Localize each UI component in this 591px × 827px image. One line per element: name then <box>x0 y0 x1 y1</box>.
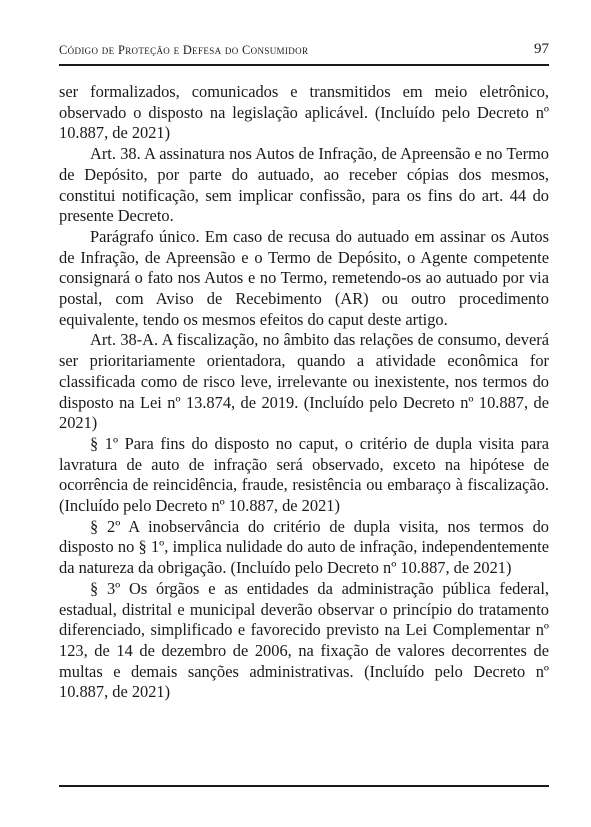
paragraph-art-38a: Art. 38-A. A fiscalização, no âmbito das relações de consumo, deverá ser prioritariamente orientadora, quando a atividade econômica for classificada como de risco leve, irrelevante ou inexistente, nos termos do disposto na Lei nº 13.874, de 2019. (Incluído pelo Decreto nº 10.887, de 2021) <box>59 330 549 433</box>
document-body <box>59 82 549 703</box>
paragraph-art-38-sole: Parágrafo único. Em caso de recusa do autuado em assinar os Autos de Infração, de Apreensão e o Termo de Depósito, o Agente competente consignará o fato nos Autos e no Termo, remetendo-os ao autuado por via postal, com Aviso de Recebimento (AR) ou outro procedimento equivalente, tendo os mesmos efeitos do caput deste artigo. <box>59 226 549 329</box>
page-header <box>59 41 549 63</box>
paragraph-art-38a-sec1: § 1º Para fins do disposto no caput, o critério de dupla visita para lavratura de auto de infração será observado, exceto na hipótese de ocorrência de reincidência, fraude, resistência ou embaraço à fiscalização. (Incluído pelo Decreto nº 10.887, de 2021) <box>59 433 549 516</box>
paragraph-art-38a-sec2: § 2º A inobservância do critério de dupla visita, nos termos do disposto no § 1º, implica nulidade do auto de infração, independentemente da natureza da obrigação. (Incluído pelo Decreto nº 10.887, de 2021) <box>59 516 549 578</box>
header-divider <box>59 64 549 66</box>
paragraph-art-38: Art. 38. A assinatura nos Autos de Infração, de Apreensão e no Termo de Depósito, por parte do autuado, ao receber cópias dos mesmos, constitui notificação, sem implicar confissão, para os fins do art. 44 do presente Decreto. <box>59 144 549 226</box>
footer-divider <box>59 785 549 787</box>
page-number: 97 <box>534 41 549 57</box>
paragraph-art-38a-sec3: § 3º Os órgãos e as entidades da administração pública federal, estadual, distrital e municipal deverão observar o princípio do tratamento diferenciado, simplificado e favorecido previsto na Lei Complementar nº 123, de 14 de dezembro de 2006, na fixação de valores decorrentes de multas e demais sanções administrativas. (Incluído pelo Decreto nº 10.887, de 2021) <box>59 578 549 702</box>
running-title: Código de Proteção e Defesa do Consumidor <box>59 43 309 57</box>
paragraph-continuation: ser formalizados, comunicados e transmitidos em meio eletrônico, observado o disposto na legislação aplicável. (Incluído pelo Decreto nº 10.887, de 2021) <box>59 82 549 143</box>
